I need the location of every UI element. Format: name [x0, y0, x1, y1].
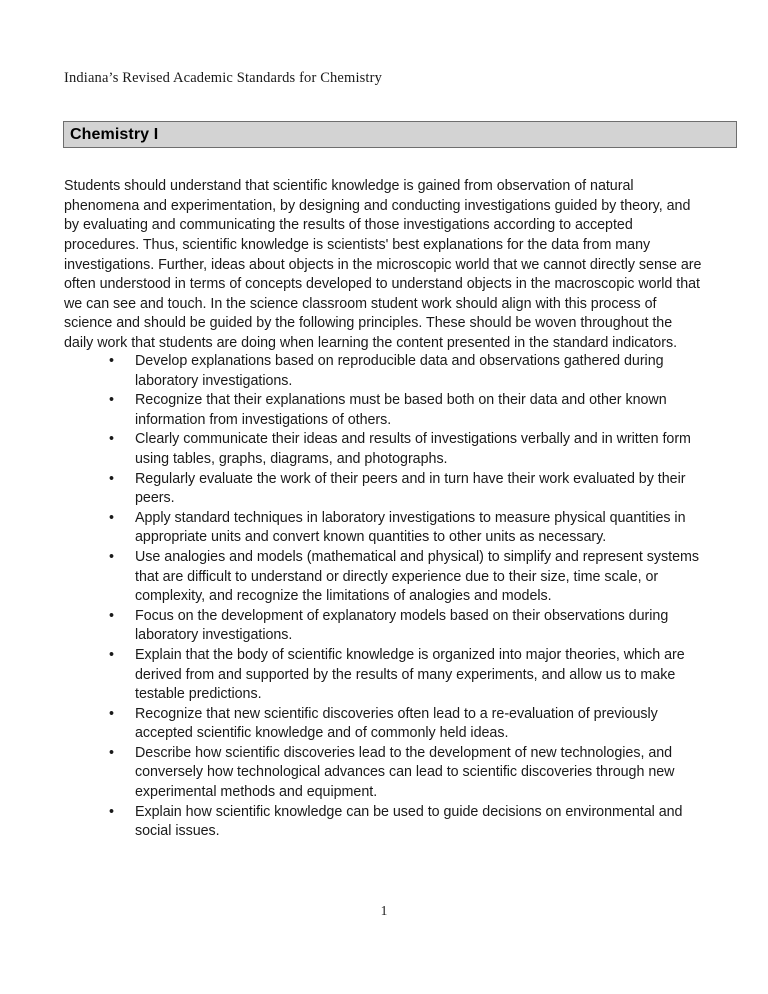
principle-list-item [64, 548, 705, 607]
intro-paragraph: Students should understand that scientific knowledge is gained from observation of natural phenomena and experimentation, by designing and conducting investigations guided by theory, and by evaluating and communicating the results of those investigations according to accepted procedures. Thus, scientific knowledge is scientists' best explanations for the data from many investigations. Further, ideas about objects in the microscopic world that we cannot directly sense are often understood in terms of concepts developed to understand objects in the macroscopic world that we can see and touch. In the science classroom student work should align with this process of science and should be guided by the following principles. These should be woven throughout the daily work that students are doing when learning the content presented in the standard indicators. [64, 178, 702, 352]
principle-list-item [64, 470, 705, 509]
principle-text: Clearly communicate their ideas and results of investigations verbally and in written form using tables, graphs, diagrams, and photographs. [135, 431, 691, 467]
principle-text: Apply standard techniques in laboratory investigations to measure physical quantities in appropriate units and convert known quantities to other units as necessary. [135, 509, 686, 546]
principle-list-item [64, 430, 705, 469]
principles-list [64, 352, 705, 842]
principle-list-item [64, 705, 705, 744]
bullet-icon: • [109, 705, 114, 722]
principle-text: Use analogies and models (mathematical and physical) to simplify and represent systems that are difficult to understand or directly experience due to their size, time scale, or complexity, and recognize the limitations of analogies and models. [135, 548, 699, 605]
principle-text: Explain that the body of scientific knowledge is organized into major theories, which are derived from and supported by the results of many experiments, and allow us to make testable predictions. [135, 646, 685, 703]
bullet-icon: • [109, 470, 114, 487]
principle-list-item [64, 744, 705, 803]
bullet-icon: • [109, 646, 114, 663]
principle-text: Regularly evaluate the work of their peers and in turn have their work evaluated by their peers. [135, 470, 686, 507]
bullet-icon: • [109, 607, 114, 624]
principle-text: Focus on the development of explanatory models based on their observations during laboratory investigations. [135, 607, 669, 644]
page-number: 1 [380, 903, 388, 918]
principle-list-item [64, 509, 705, 548]
bullet-icon: • [109, 392, 114, 409]
section-title-box [63, 121, 737, 148]
principle-text: Develop explanations based on reproducible data and observations gathered during laboratory investigations. [135, 353, 664, 389]
principle-list-item [64, 803, 705, 842]
bullet-icon: • [109, 431, 114, 448]
section-title-label: Chemistry I [70, 125, 159, 143]
principle-list-item [64, 607, 705, 646]
principle-text: Describe how scientific discoveries lead to the development of new technologies, and conversely how technological advances can lead to scientific discoveries through new experimental methods and equipment. [135, 744, 675, 801]
principle-list-item [64, 391, 705, 430]
bullet-icon: • [109, 803, 114, 820]
bullet-icon: • [109, 548, 114, 565]
bullet-icon: • [109, 509, 114, 526]
bullet-icon: • [109, 353, 114, 369]
principle-list-item [64, 352, 705, 391]
principle-text: Explain how scientific knowledge can be used to guide decisions on environmental and social issues. [135, 803, 683, 840]
principle-text: Recognize that their explanations must be based both on their data and other known information from investigations of others. [135, 392, 667, 428]
document-header-title: Indiana’s Revised Academic Standards for Chemistry [64, 70, 382, 86]
principle-list-item [64, 646, 705, 705]
principle-text: Recognize that new scientific discoveries often lead to a re-evaluation of previously accepted scientific knowledge and of commonly held ideas. [135, 705, 658, 742]
bullet-icon: • [109, 744, 114, 761]
